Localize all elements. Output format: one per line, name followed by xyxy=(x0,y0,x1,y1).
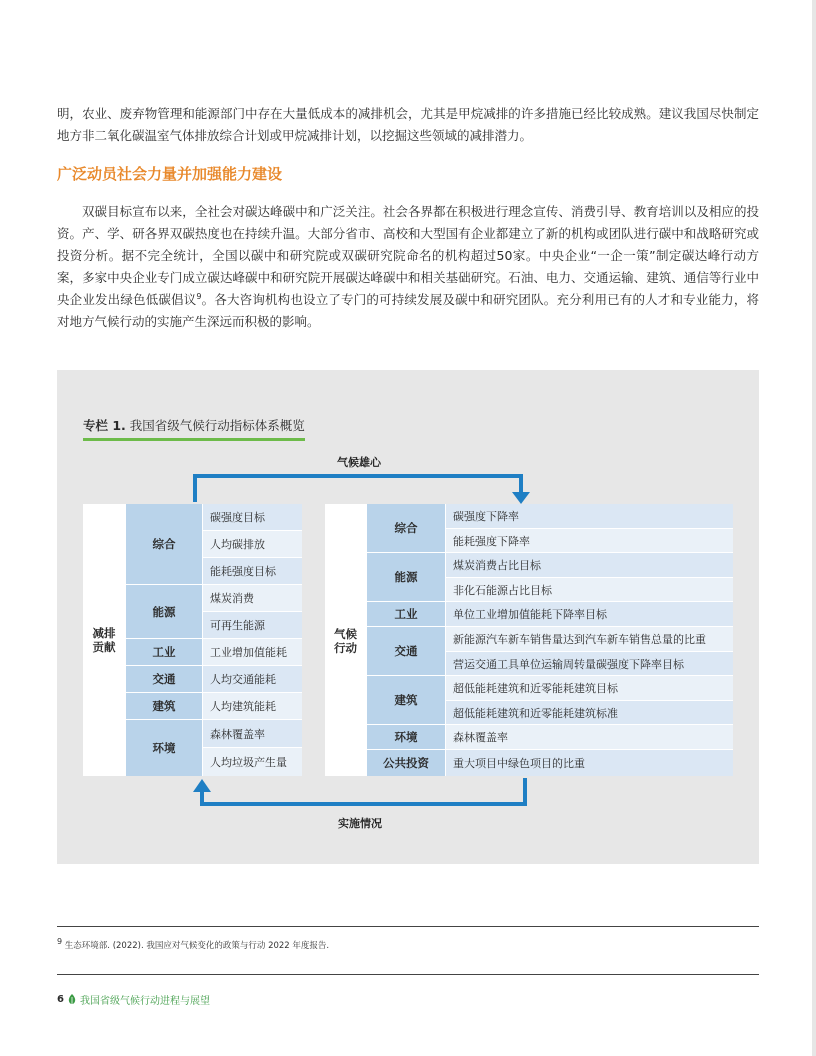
indicator-cell: 新能源汽车新车销售量达到汽车新车销售总量的比重 xyxy=(446,627,733,651)
side-label-line: 减排 xyxy=(92,626,116,640)
climate-action-label xyxy=(325,627,366,655)
sidebar-box xyxy=(57,370,759,864)
indicator-cell: 森林覆盖率 xyxy=(203,720,302,747)
footer-title: 我国省级气候行动进程与展望 xyxy=(79,996,210,1007)
footnote xyxy=(57,939,329,951)
footnote-divider xyxy=(57,926,759,927)
category-transport: 交通 xyxy=(126,666,202,692)
indicator-cell: 单位工业增加值能耗下降率目标 xyxy=(446,602,733,626)
climate-ambition-label: 气候雄心 xyxy=(337,456,381,469)
category-building: 建筑 xyxy=(126,693,202,719)
category-environment: 环境 xyxy=(367,725,445,749)
indicator-cell: 工业增加值能耗 xyxy=(203,639,302,665)
indicator-cell: 超低能耗建筑和近零能耗建筑标准 xyxy=(446,701,733,724)
side-label-line: 行动 xyxy=(334,641,357,655)
category-building: 建筑 xyxy=(367,676,445,724)
section-heading: 广泛动员社会力量并加强能力建设 xyxy=(57,165,283,183)
intro-paragraph: 明，农业、废弃物管理和能源部门中存在大量低成本的减排机会，尤其是甲烷减排的许多措施已经比较成熟。建议我国尽快制定地方非二氧化碳温室气体排放综合计划或甲烷减排计划，以挖掘这些领域的减排潜力。 xyxy=(57,106,759,143)
footnote-text: 生态环境部. (2022). 我国应对气候变化的政策与行动 2022 年度报告. xyxy=(64,941,330,951)
footer-divider xyxy=(57,974,759,975)
side-label-line: 气候 xyxy=(334,627,357,641)
indicator-cell: 煤炭消费 xyxy=(203,585,302,611)
indicator-cell: 能耗强度目标 xyxy=(203,558,302,584)
footnote-ref[interactable]: 9 xyxy=(196,291,202,301)
indicator-cell: 煤炭消费占比目标 xyxy=(446,553,733,577)
climate-ambition-arrow xyxy=(195,476,521,502)
category-comprehensive: 综合 xyxy=(367,504,445,552)
leaf-icon xyxy=(68,994,76,1005)
implementation-label: 实施情况 xyxy=(338,817,382,830)
climate-action-panel xyxy=(325,504,733,776)
category-industry: 工业 xyxy=(367,602,445,626)
indicator-cell: 营运交通工具单位运输周转量碳强度下降率目标 xyxy=(446,652,733,675)
category-public-investment: 公共投资 xyxy=(367,750,445,776)
indicator-cell: 人均交通能耗 xyxy=(203,666,302,692)
page-footer xyxy=(57,992,210,1007)
main-paragraph-text-1: 双碳目标宣布以来，全社会对碳达峰碳中和广泛关注。社会各界都在积极进行理念宣传、消费引导、教育培训以及相应的投资。产、学、研各界双碳热度也在持续升温。大部分省市、高校和大型国有企业都建立了新的机构或团队进行碳中和战略研究或投资分析。据不完全统计，全国以碳中和研究院或双碳研究院命名的机构超过50家。中央企业“一企一策”制定碳达峰行动方案，多家中央企业专门成立碳达峰碳中和研究院开展碳达峰碳中和相关基础研究。石油、电力、交通运输、建筑、通信等行业中央企业发出绿色低碳倡议 xyxy=(57,204,759,307)
category-environment: 环境 xyxy=(126,720,202,776)
footnote-number: 9 xyxy=(57,937,63,947)
indicator-cell: 人均建筑能耗 xyxy=(203,693,302,719)
indicator-cell: 人均碳排放 xyxy=(203,531,302,557)
climate-ambition-arrowhead xyxy=(512,492,530,504)
category-energy: 能源 xyxy=(367,553,445,601)
indicator-cell: 超低能耗建筑和近零能耗建筑目标 xyxy=(446,676,733,700)
main-paragraph xyxy=(57,201,759,333)
side-label-line: 贡献 xyxy=(92,640,116,654)
indicator-cell: 碳强度目标 xyxy=(203,504,302,530)
indicator-cell: 非化石能源占比目标 xyxy=(446,578,733,601)
implementation-arrowhead xyxy=(193,779,211,792)
indicator-cell: 可再生能源 xyxy=(203,612,302,638)
category-energy: 能源 xyxy=(126,585,202,638)
category-industry: 工业 xyxy=(126,639,202,665)
page-number: 6 xyxy=(57,994,64,1005)
box-title-number: 专栏 1. xyxy=(83,418,126,433)
page-edge-bar xyxy=(812,0,816,1056)
box-title-text: 我国省级气候行动指标体系概览 xyxy=(129,418,305,433)
indicator-cell: 能耗强度下降率 xyxy=(446,529,733,552)
emission-contribution-label xyxy=(83,626,125,654)
indicator-cell: 人均垃圾产生量 xyxy=(203,748,302,776)
indicator-cell: 碳强度下降率 xyxy=(446,504,733,528)
implementation-arrow xyxy=(202,778,525,804)
main-paragraph-text-2: 。各大咨询机构也设立了专门的可持续发展及碳中和研究团队。充分利用已有的人才和专业能力，将对地方气候行动的实施产生深远而积极的影响。 xyxy=(57,292,759,329)
emission-contribution-panel xyxy=(83,504,302,776)
indicator-cell: 重大项目中绿色项目的比重 xyxy=(446,750,733,776)
category-transport: 交通 xyxy=(367,627,445,675)
indicator-cell: 森林覆盖率 xyxy=(446,725,733,749)
category-comprehensive: 综合 xyxy=(126,504,202,584)
